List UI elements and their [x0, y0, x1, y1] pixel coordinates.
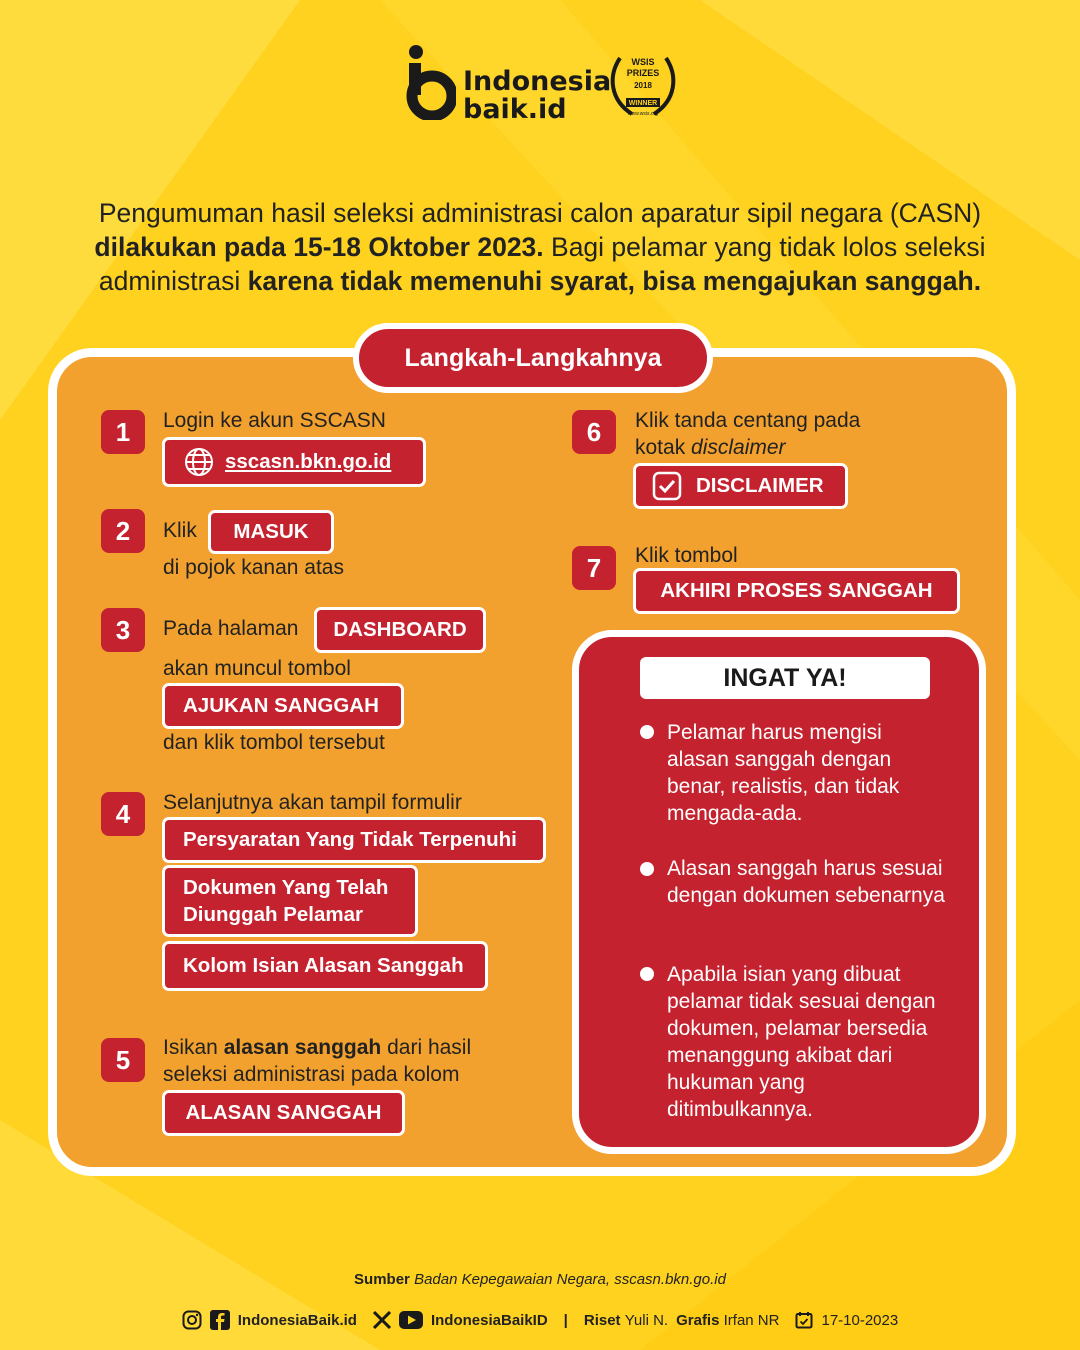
step-1-text: Login ke akun SSCASN [163, 409, 386, 432]
step-6-text-italic: disclaimer [691, 436, 786, 459]
x-twitter-icon[interactable] [373, 1311, 391, 1329]
globe-icon [183, 446, 215, 478]
footer-separator: | [563, 1311, 568, 1329]
intro-bold2: karena tidak memenuhi syarat, bisa mengajukan sanggah. [247, 266, 982, 296]
brand-logo-line2: baik.id [463, 94, 567, 125]
source-text: Badan Kepegawaian Negara, sscasn.bkn.go.id [414, 1271, 726, 1288]
step-6-text [635, 407, 885, 461]
step-4-text: Selanjutnya akan tampil formulir [163, 791, 462, 814]
step-3-text3: dan klik tombol tersebut [163, 731, 385, 754]
riset-name: Yuli N. [624, 1311, 669, 1329]
intro-bold1: dilakukan pada 15-18 Oktober 2023. [94, 232, 544, 262]
step-number-3: 3 [101, 608, 145, 652]
step-number-2: 2 [101, 509, 145, 553]
facebook-icon[interactable] [210, 1310, 230, 1330]
step-5-text-b: dari hasil seleksi administrasi pada kolom [163, 1036, 472, 1086]
step-3-text1: Pada halaman [163, 617, 299, 640]
step-number-7: 7 [572, 546, 616, 590]
reminder-title: INGAT YA! [640, 657, 930, 699]
source-line [0, 1271, 1080, 1288]
step-2-text-before: Klik [163, 519, 197, 542]
award-line-3: 2018 [634, 81, 652, 90]
award-line-4: WINNER [628, 100, 658, 107]
instagram-icon[interactable] [182, 1310, 202, 1330]
intro-paragraph [60, 196, 1020, 298]
akhiri-proses-sanggah-button[interactable]: AKHIRI PROSES SANGGAH [633, 568, 960, 614]
step-3-text2: akan muncul tombol [163, 657, 351, 680]
intro-part1: Pengumuman hasil seleksi administrasi calon aparatur sipil negara (CASN) [98, 198, 982, 228]
wsis-award-badge-icon [606, 50, 680, 124]
calendar-icon [795, 1311, 813, 1329]
step-5-text-bold: alasan sanggah [223, 1036, 382, 1059]
dokumen-field-label: Dokumen Yang Telah Diunggah Pelamar [162, 865, 418, 937]
indonesiabaik-logo-icon [406, 44, 456, 120]
source-label: Sumber [354, 1271, 410, 1288]
masuk-button[interactable]: MASUK [208, 510, 334, 554]
award-line-5: www.wsis.org [627, 111, 659, 117]
step-number-5: 5 [101, 1038, 145, 1082]
intro-part2: Bagi pelamar yang tidak lolos seleksi administrasi [98, 232, 986, 296]
checkbox-checked-icon [652, 471, 682, 501]
sscasn-link-label: sscasn.bkn.go.id [225, 450, 392, 473]
sscasn-link-button[interactable] [162, 437, 426, 487]
footer-handle-1: IndonesiaBaik.id [237, 1311, 357, 1329]
step-number-6: 6 [572, 410, 616, 454]
footer-date: 17-10-2023 [821, 1311, 899, 1329]
award-line-2: PRIZES [626, 68, 660, 78]
footer-credits [0, 1308, 1080, 1332]
step-2-text-after: di pojok kanan atas [163, 556, 344, 579]
bullet-dot-2 [640, 862, 654, 876]
persyaratan-field-label: Persyaratan Yang Tidak Terpenuhi [162, 817, 546, 863]
ajukan-sanggah-button[interactable]: AJUKAN SANGGAH [162, 683, 404, 729]
brand-logo-text [463, 68, 611, 124]
award-line-1: WSIS [631, 57, 655, 67]
step-number-4: 4 [101, 792, 145, 836]
reminder-bullet-3: Apabila isian yang dibuat pelamar tidak sesuai dengan dokumen, pelamar bersedia menanggung akibat dari hukuman yang ditimbulkannya. [667, 963, 936, 1121]
grafis-name: Irfan NR [723, 1311, 780, 1329]
reminder-bullet-1: Pelamar harus mengisi alasan sanggah dengan benar, realistis, dan tidak mengada-ada. [667, 721, 900, 825]
step-7-text: Klik tombol [635, 544, 738, 567]
dashboard-button[interactable]: DASHBOARD [314, 607, 486, 653]
footer-handle-2: IndonesiaBaikID [430, 1311, 548, 1329]
youtube-icon[interactable] [399, 1311, 423, 1329]
steps-title: Langkah-Langkahnya [353, 323, 713, 393]
kolom-isian-field-label: Kolom Isian Alasan Sanggah [162, 941, 488, 991]
step-number-1: 1 [101, 410, 145, 454]
brand-logo-line1: Indonesia [463, 66, 612, 97]
disclaimer-button-label: DISCLAIMER [696, 474, 824, 497]
step-6-text-a: Klik tanda centang pada kotak [635, 409, 861, 459]
alasan-sanggah-button[interactable]: ALASAN SANGGAH [162, 1090, 405, 1136]
reminder-bullet-2: Alasan sanggah harus sesuai dengan dokumen sebenarnya [667, 857, 945, 907]
bullet-dot-3 [640, 967, 654, 981]
disclaimer-button[interactable] [633, 463, 848, 509]
grafis-label: Grafis [676, 1311, 720, 1329]
step-5-text-a: Isikan [163, 1036, 224, 1059]
bullet-dot-1 [640, 725, 654, 739]
riset-label: Riset [583, 1311, 621, 1329]
step-5-text [163, 1034, 503, 1088]
